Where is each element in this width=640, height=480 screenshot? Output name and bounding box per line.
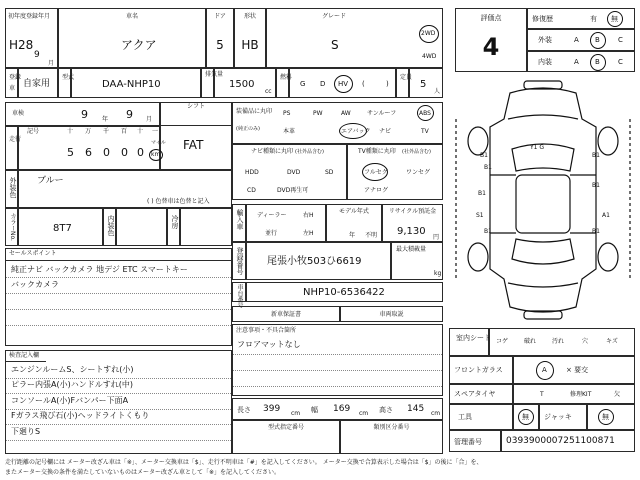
mileage-digit: 0 — [103, 146, 110, 159]
navi-type-sublabel: (社外品含む) — [295, 149, 324, 155]
width-unit: cm — [359, 410, 369, 417]
mileage-place-juu: 十 — [137, 128, 144, 135]
recycle-label: リサイクル預託金 — [388, 208, 437, 215]
navi-dvd: DVD — [287, 169, 301, 176]
tv-type-cell — [347, 144, 443, 200]
aircon-label-cell — [167, 208, 180, 246]
reg-class-label-cell — [5, 68, 22, 98]
exterior-grade-a: A — [574, 36, 579, 44]
equip-navi: ナビ — [379, 128, 392, 135]
category-number-label: 類別区分番号 — [373, 424, 410, 431]
tools-label: 工具 — [458, 413, 472, 421]
exterior-color-label: 外装色 — [9, 177, 17, 198]
new-car-warranty: 新車保証書 — [270, 311, 301, 318]
score-cell — [455, 8, 527, 72]
displacement-label: 排気量 — [205, 71, 224, 78]
selling-point-line: 純正ナビ バックカメラ 地デジ ETC スマートキー — [11, 265, 188, 274]
spare-option-missing: 欠 — [614, 391, 621, 398]
repair-history-label: 修復歴 — [532, 15, 553, 23]
mileage-place-hyaku: 百 — [121, 128, 128, 135]
fuel-label: 燃料 — [280, 74, 293, 81]
shift-value: FAT — [183, 138, 204, 152]
sheet-tear: 破れ — [524, 338, 537, 345]
model-code-cell — [71, 68, 201, 98]
first-reg-year: H28 — [9, 38, 34, 52]
mileage-unit-mile: マイル — [151, 140, 166, 146]
glass-option-a: A — [542, 366, 547, 374]
remarks-label: 注意事項・不具合箇所 — [236, 327, 297, 334]
interior-sheet-label-cell — [449, 328, 489, 356]
import-left-hand: 左H — [303, 230, 314, 237]
damage-mark: B1 — [484, 164, 492, 171]
navi-type-label: ナビ種類に丸印 — [251, 148, 294, 155]
capacity-cell — [409, 68, 443, 98]
interior-grade-label: 内装 — [538, 58, 552, 66]
height-unit: cm — [431, 410, 441, 417]
reg-class-label-2: 車 — [9, 85, 16, 92]
exterior-grade-b: B — [595, 36, 600, 44]
rule-line — [233, 370, 442, 371]
max-load-label: 最大積載量 — [396, 246, 427, 253]
vin-label: 車台番号 — [236, 284, 243, 308]
rule-line — [6, 277, 231, 278]
jack-label-cell — [539, 404, 587, 430]
plate-label: 登録番号 — [236, 247, 244, 275]
import-dealer: ディーラー — [257, 212, 287, 219]
height-label: 高さ — [379, 406, 393, 414]
selling-points-divider — [6, 260, 231, 261]
tools-value-cell — [513, 404, 539, 430]
exterior-color-note: ( ) 色替車は色替と記入 — [147, 198, 210, 205]
damage-mark: B1 — [478, 190, 486, 197]
car-outline-icon — [450, 79, 636, 321]
interior-grade-cell — [527, 51, 635, 72]
inspector-note-line: Fガラス飛び石(小)ヘッドライトくもり — [11, 411, 150, 420]
front-glass-label: フロントガラス — [454, 366, 503, 374]
recycle-cell — [382, 204, 443, 242]
equip-abs: ABS — [419, 110, 431, 117]
model-code: DAA-NHP10 — [102, 79, 161, 90]
equip-pw: PW — [313, 110, 323, 117]
selling-points-label: セールスポイント — [9, 250, 57, 257]
fuel-option-hv: HV — [338, 80, 349, 88]
rule-line — [6, 378, 231, 379]
fuel-option-close: ) — [386, 80, 389, 88]
navi-dvd-play: DVD再生可 — [277, 187, 309, 194]
interior-grade-c: C — [618, 58, 623, 66]
aircon-cell — [180, 208, 232, 246]
inspection-cell — [5, 102, 160, 126]
exterior-color-value: ブルー — [37, 176, 64, 186]
aircon-label: 冷房 — [171, 215, 179, 229]
sheet-scratch: キズ — [606, 338, 618, 345]
damage-mark: B1 — [592, 182, 600, 189]
tools-label-cell — [449, 404, 513, 430]
spare-tire-cell — [513, 384, 635, 404]
front-glass-label-cell — [449, 356, 513, 384]
recycle-amount: 9,130 — [397, 226, 426, 237]
import-label: 輸入車 — [236, 209, 244, 230]
month-unit: 月 — [48, 60, 55, 67]
type-designation-cell — [232, 420, 340, 454]
interior-grade-a: A — [574, 58, 579, 66]
tv-type-label: TV種類に丸印 — [358, 148, 396, 155]
first-reg-month: 9 — [34, 50, 40, 60]
color-no-value: 8T7 — [53, 223, 72, 234]
max-load-unit: kg — [434, 270, 442, 277]
equip-aw: AW — [341, 110, 351, 117]
rule-line — [6, 325, 231, 326]
rule-line — [6, 409, 231, 410]
car-name-cell — [58, 8, 206, 68]
damage-mark: B1 — [592, 228, 600, 235]
grade-label: グレード — [322, 13, 347, 20]
exterior-color-cell — [18, 170, 232, 208]
model-year-unknown: 不明 — [365, 232, 378, 239]
repair-option-none: 無 — [611, 15, 618, 23]
spare-tire-label-cell — [449, 384, 513, 404]
navi-type-cell — [232, 144, 347, 200]
shift-cell — [160, 102, 232, 170]
exterior-color-label-cell — [5, 170, 18, 208]
color-no-cell — [18, 208, 103, 246]
damage-mark: B1 — [484, 228, 492, 235]
mgmt-label: 管理番号 — [454, 438, 482, 446]
rule-line — [6, 440, 231, 441]
rule-line — [233, 386, 442, 387]
width-value: 169 — [333, 404, 351, 414]
drive-4wd: 4WD — [422, 53, 437, 60]
color-no-label-cell — [5, 208, 18, 246]
equipment-label: 装備品に丸印 — [236, 108, 273, 115]
tv-type-sublabel: (社外品含む) — [402, 149, 431, 155]
sheet-burn: コゲ — [496, 338, 509, 345]
remarks-cell — [232, 324, 443, 396]
inspector-note-line: コンソールA(小)Fバンパー下面A — [11, 396, 129, 405]
plate-label-cell — [232, 242, 246, 280]
vin-label-cell — [232, 282, 246, 308]
reg-class-label: 登録 — [9, 74, 22, 81]
length-value: 399 — [263, 404, 281, 414]
displacement-label-cell — [201, 68, 224, 98]
width-label: 幅 — [311, 406, 318, 414]
import-parallel: 並行 — [265, 230, 278, 237]
shape-label: 形状 — [243, 13, 256, 20]
grade-cell — [266, 8, 443, 68]
fuel-option-g: G — [300, 80, 306, 88]
mileage-digits-cell — [18, 126, 166, 170]
navi-cd: CD — [247, 187, 256, 194]
mileage-place-ten-man: 十 — [67, 128, 74, 135]
rule-line — [233, 354, 442, 355]
reg-class-cell — [18, 68, 58, 98]
interior-color-label-cell — [103, 208, 116, 246]
damage-mark: S1 — [476, 212, 484, 219]
mileage-digit: 6 — [85, 146, 92, 159]
category-number-cell — [340, 420, 443, 454]
capacity-value: 5 — [420, 79, 427, 90]
inspector-note-line: 下廻りS — [11, 427, 41, 436]
exterior-grade-cell — [527, 29, 635, 51]
length-label: 長さ — [237, 406, 251, 414]
equipment-sublabel: (純正のみ) — [236, 126, 260, 132]
capacity-label: 定員 — [400, 74, 413, 81]
jack-value-cell — [587, 404, 635, 430]
mileage-unit-km: km — [151, 151, 161, 158]
recycle-unit: 円 — [433, 234, 440, 241]
model-year-cell — [326, 204, 382, 242]
mileage-sign-label: 記号 — [27, 128, 40, 135]
reg-class-value: 自家用 — [23, 79, 51, 89]
equip-tv: TV — [421, 128, 429, 135]
spare-option-t: T — [540, 391, 544, 398]
drive-2wd: 2WD — [421, 30, 436, 37]
vin-cell — [246, 282, 443, 302]
rule-line — [6, 293, 231, 294]
navi-sd: SD — [325, 169, 334, 176]
equip-leather: 本革 — [283, 128, 296, 135]
fuel-option-open: ( — [362, 80, 365, 88]
tools-value: 無 — [522, 413, 529, 421]
owners-manual: 車両取説 — [379, 311, 404, 318]
tv-analog: アナログ — [364, 187, 389, 194]
selling-points-cell — [5, 248, 232, 346]
mileage-digit: 5 — [67, 146, 74, 159]
mileage-label-1: 走行 — [9, 136, 22, 143]
inspection-year-unit: 年 — [102, 116, 109, 123]
doors-label: ドア — [214, 13, 226, 20]
doors-value: 5 — [216, 38, 224, 52]
inspector-notes-divider — [6, 361, 46, 362]
mileage-digit: 0 — [121, 146, 128, 159]
dimensions-cell — [232, 398, 443, 420]
inspector-notes-label: 検査記入欄 — [9, 352, 40, 359]
inspection-month: 9 — [126, 108, 133, 121]
type-designation-label: 型式指定番号 — [267, 424, 304, 431]
score-label: 評価点 — [480, 14, 502, 22]
front-damage-mark: Y1 G — [530, 144, 545, 151]
navi-hdd: HDD — [245, 169, 259, 176]
mgmt-value-cell — [501, 430, 635, 452]
repair-option-yes: 有 — [590, 15, 597, 23]
jack-label: ジャッキ — [544, 413, 572, 421]
doors-cell — [206, 8, 234, 68]
manual-cell — [340, 306, 443, 322]
inspection-label: 車検 — [12, 110, 25, 117]
interior-sheet-label: 室内シート — [456, 334, 491, 342]
mileage-digit: 0 — [137, 146, 144, 159]
damage-mark: B1 — [480, 152, 488, 159]
damage-mark: A1 — [602, 212, 610, 219]
shape-cell — [234, 8, 266, 68]
spare-option-kit: 修理KIT — [570, 391, 592, 398]
car-name: アクア — [121, 38, 157, 52]
model-year-year: 年 — [349, 232, 356, 239]
car-name-label: 車名 — [125, 13, 138, 20]
rule-line — [6, 309, 231, 310]
plate-cell — [246, 242, 391, 280]
mileage-place-man: 万 — [85, 128, 92, 135]
car-diagram — [449, 78, 635, 320]
import-right-hand: 右H — [303, 212, 314, 219]
interior-sheet-cell — [489, 328, 635, 356]
import-label-cell — [232, 204, 246, 242]
fuel-label-cell — [276, 68, 293, 98]
import-options-cell — [246, 204, 326, 242]
mileage-place-sen: 千 — [103, 128, 110, 135]
tv-oneseg: ワンセグ — [406, 169, 431, 176]
footer-note-line: またメーター交換の条件を満たしていないものはメーター改ざん車として「※」を記入してください。 — [5, 469, 281, 476]
grade-value: S — [331, 38, 339, 52]
inspection-month-unit: 月 — [146, 116, 153, 123]
mileage-place-ichi: 一 — [152, 128, 159, 135]
inspector-note-line: エンジンルームS、シートすれ(小) — [11, 365, 134, 374]
sheet-stain: 汚れ — [552, 338, 565, 345]
inspection-year: 9 — [81, 108, 88, 121]
fuel-options-cell — [289, 68, 396, 98]
length-unit: cm — [291, 410, 301, 417]
rule-line — [6, 393, 231, 394]
spare-tire-label: スペアタイヤ — [454, 390, 496, 398]
inspector-note-line: ピラー内張A(小)ハンドルすれ(中) — [11, 380, 133, 389]
rule-line — [6, 424, 231, 425]
model-label: 型式 — [62, 74, 75, 81]
max-load-cell — [391, 242, 443, 280]
inspector-notes-cell — [5, 350, 232, 454]
equip-ps: PS — [283, 110, 291, 117]
displacement-value: 1500 — [229, 79, 255, 90]
selling-point-line: バックカメラ — [11, 280, 59, 289]
interior-grade-b: B — [595, 58, 600, 66]
fuel-option-d: D — [320, 80, 326, 88]
mgmt-value: 0393900007251100871 — [506, 436, 615, 446]
jack-value: 無 — [602, 413, 609, 421]
remarks-line: フロアマットなし — [237, 340, 301, 349]
first-registration-cell — [5, 8, 58, 68]
sheet-hole: 穴 — [582, 338, 589, 345]
capacity-unit: 人 — [434, 88, 441, 95]
interior-color-label: 内装色 — [107, 215, 115, 236]
exterior-grade-c: C — [618, 36, 623, 44]
capacity-label-cell — [396, 68, 413, 98]
displacement-cell — [214, 68, 276, 98]
mileage-label-cell — [5, 126, 22, 170]
tv-fullseg: フルセグ — [364, 169, 388, 176]
displacement-unit: cc — [265, 88, 272, 95]
plate-value: 尾張小牧503ひ6619 — [267, 256, 362, 267]
model-year-label: モデル年式 — [339, 208, 369, 215]
interior-color-cell — [116, 208, 167, 246]
front-glass-cell — [513, 356, 635, 384]
equipment-cell — [232, 102, 443, 144]
score-value: 4 — [482, 33, 500, 61]
height-value: 145 — [407, 404, 425, 414]
damage-mark: B1 — [592, 152, 600, 159]
first-reg-label: 初年度登録年月 — [8, 13, 51, 20]
repair-history-cell — [527, 8, 635, 29]
equip-airbag: エアバック — [341, 128, 371, 135]
exterior-grade-label: 外装 — [538, 36, 552, 44]
vin-value: NHP10-6536422 — [303, 287, 385, 298]
model-label-cell — [58, 68, 75, 98]
mgmt-label-cell — [449, 430, 501, 452]
footer-note-line: 走行距離の記号欄には メーター改ざん車は「※」、メーター交換車は「$」、走行不明車は「#」を記入してください。 メーター交換で合算表示した場合は「$」の後に「合」を、 — [5, 459, 483, 466]
new-car-warranty-cell — [232, 306, 340, 322]
equip-sunroof: サンルーフ — [367, 110, 397, 117]
color-no-label: カラーNo. — [9, 213, 16, 241]
shift-label: シフト — [186, 103, 205, 110]
glass-option-replace: × 要交 — [566, 366, 589, 374]
shape-value: HB — [241, 38, 259, 52]
